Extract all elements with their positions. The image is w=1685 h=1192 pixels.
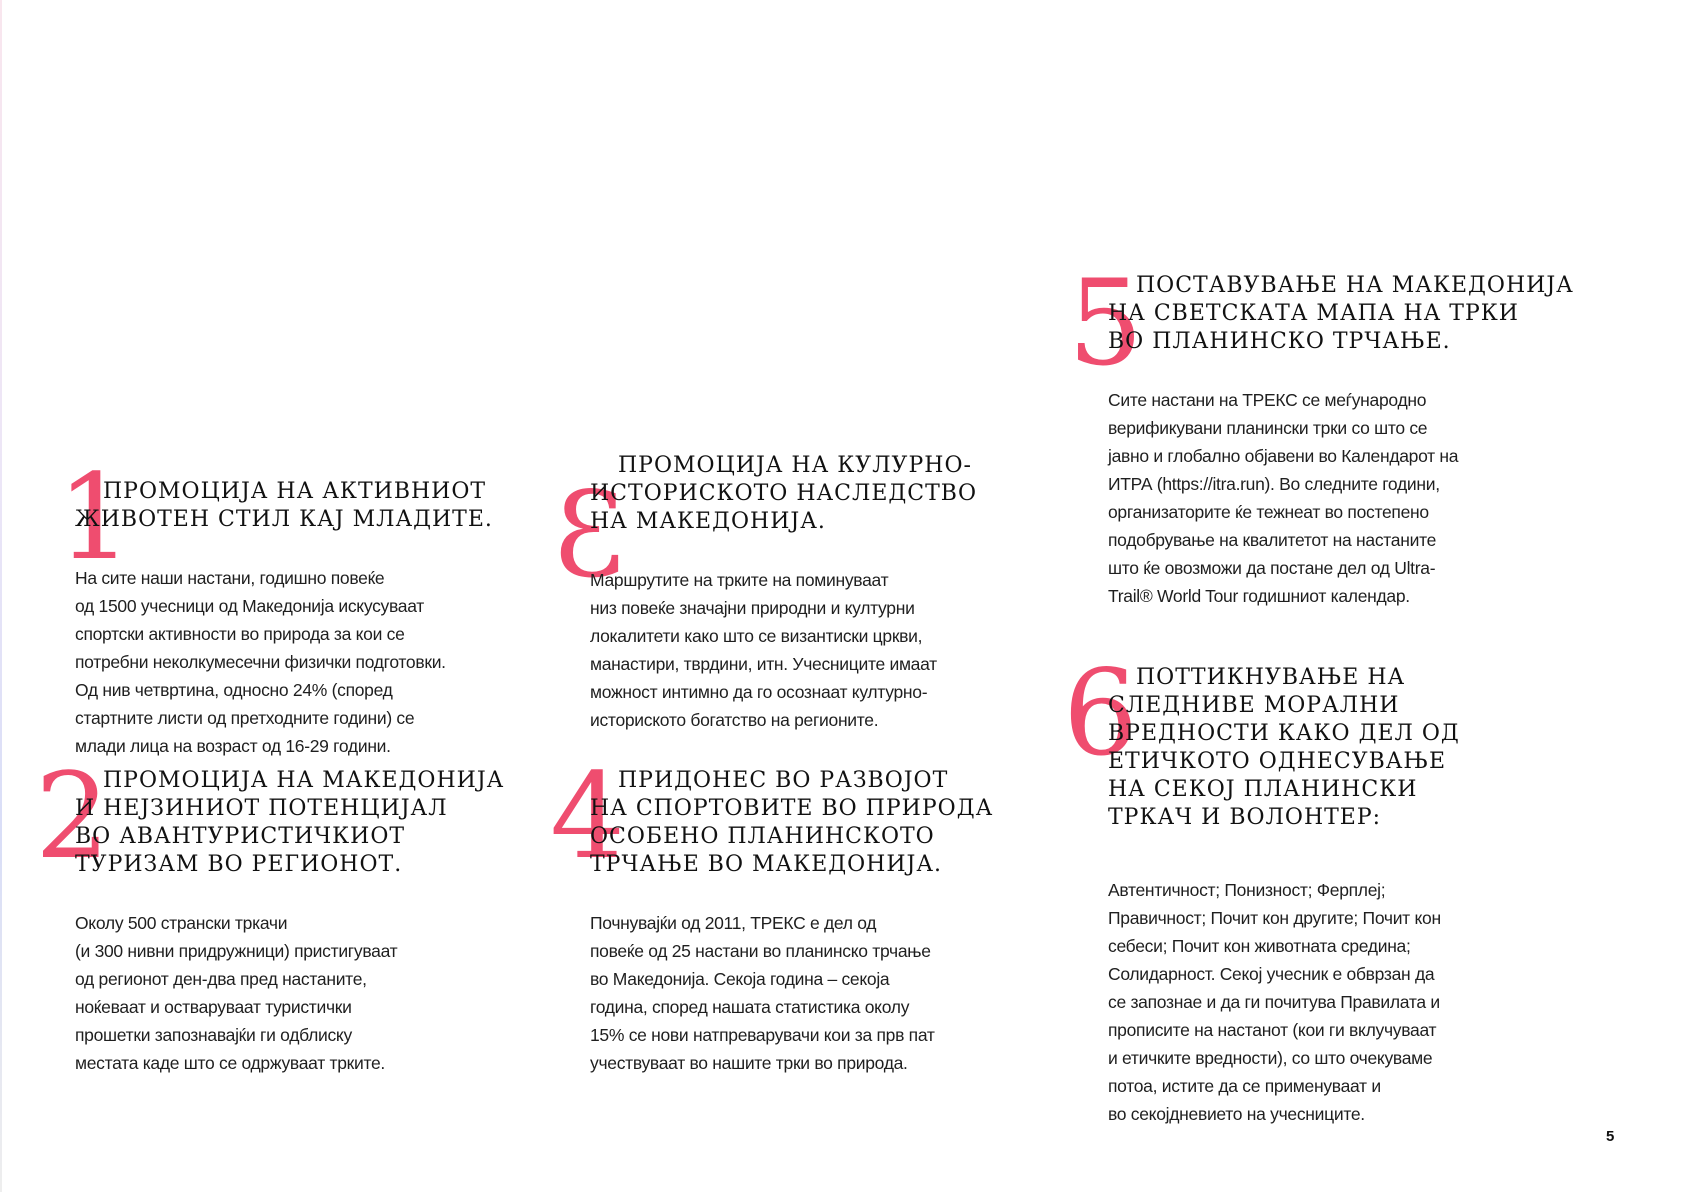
section-number: 4 — [550, 747, 626, 885]
section-number: 5 — [1068, 254, 1144, 392]
section-title: ПРОМОЦИЈА НА МАКЕДОНИЈА И НЕЈЗИНИОТ ПОТЕНЦИЈАЛ ВО АВАНТУРИСТИЧКИОТ ТУРИЗАМ ВО РЕГИОНОТ. — [75, 768, 505, 877]
section-body: На сите наши настани, годишно повеќе од 1500 учесници од Македонија искусуваат спортски активности во природа за кои се потребни неколкумесечни физички подготовки. Од нив четвртина, односно 24% (според стартните листи од претходните години) се млади лица на возраст од 16-29 години. — [75, 568, 446, 756]
section-number: 2 — [35, 747, 111, 885]
page-edge — [0, 0, 2, 1192]
section-number: 1 — [57, 448, 133, 586]
section-title: ПРИДОНЕС ВО РАЗВОЈОТ НА СПОРТОВИТЕ ВО ПРИРОДА ОСОБЕНО ПЛАНИНСКОТО ТРЧАЊЕ ВО МАКЕДОНИЈА. — [590, 768, 994, 877]
section-title: ПРОМОЦИЈА НА КУЛУРНО- ИСТОРИСКОТО НАСЛЕДСТВО НА МАКЕДОНИЈА. — [590, 453, 978, 534]
section-number: 6 — [1063, 644, 1139, 782]
section-number: 3 — [552, 466, 628, 604]
section-2 — [35, 747, 525, 1077]
section-title: ПОТТИКНУВАЊЕ НА СЛЕДНИВЕ МОРАЛНИ ВРЕДНОСТИ КАКО ДЕЛ ОД ЕТИЧКОТО ОДНЕСУВАЊЕ НА СЕКОЈ ПЛАНИНСКИ ТРКАЧ И ВОЛОНТЕР: — [1108, 665, 1460, 830]
section-body: Почнувајќи од 2011, ТРЕКС е дел од повеќе од 25 настани во планинско трчање во Македонија. Секоја година – секоја година, според нашата статистика околу 15% се нови натпреварувачи кои за прв пат учествуваат во нашите трки во природа. — [590, 913, 935, 1073]
section-4 — [550, 747, 1020, 1077]
section-6 — [1063, 644, 1603, 1128]
section-body: Автентичност; Понизност; Ферплеј; Правичност; Почит кон другите; Почит кон себеси; Почит кон животната средина; Солидарност. Секој учесник е обврзан да се запознае и да ги почитува Правилата и прописите на настанот (кои ги вклучуваат и етичките вредности), со што очекуваме потоа, истите да се применуваат и во секојдневието на учесниците. — [1108, 880, 1441, 1124]
page-number: 5 — [1606, 1128, 1615, 1145]
section-body: Сите настани на ТРЕКС се меѓународно верификувани планински трки со што се јавно и глобално објавени во Календарот на ИТРА (https://itra.run). Во следните години, организаторите ќе тежнеат во постепено подобрување на квалитетот на настаните што ќе овозможи да постане дел од Ultra- Trail® World Tour годишниот календар. — [1108, 390, 1459, 606]
section-title: ПОСТАВУВАЊЕ НА МАКЕДОНИЈА НА СВЕТСКАТА МАПА НА ТРКИ ВО ПЛАНИНСКО ТРЧАЊЕ. — [1108, 273, 1574, 354]
section-title: ПРОМОЦИЈА НА АКТИВНИОТ ЖИВОТЕН СТИЛ КАЈ МЛАДИТЕ. — [75, 479, 493, 532]
section-body: Маршрутите на трките на поминуваат низ повеќе значајни природни и културни локалитети како што се византиски цркви, манастири, тврдини, итн. Учесниците имаат можност интимно да го осознаат културно- историското богатство на регионите. — [590, 570, 937, 730]
section-1 — [55, 448, 525, 760]
section-body: Околу 500 странски тркачи (и 300 нивни придружници) пристигуваат од регионот ден-два пред настаните, ноќеваат и остваруваат туристички прошетки запознавајќи ги одблиску местата каде што се одржуваат трките. — [75, 913, 398, 1073]
section-3 — [552, 452, 1020, 734]
section-5 — [1068, 254, 1608, 610]
